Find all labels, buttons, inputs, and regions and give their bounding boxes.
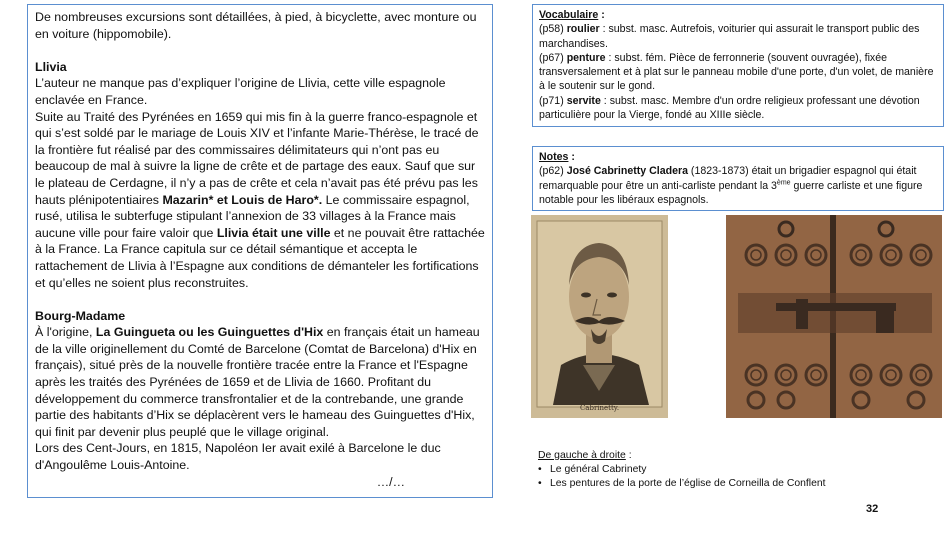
bourg-madame-paragraph-2: Lors des Cent-Jours, en 1815, Napoléon Ier avait exilé à Barcelone le duc d'Angoulême Louis-Antoine. (35, 441, 441, 473)
vocabulary-box (532, 4, 944, 127)
portrait-engraving (531, 215, 668, 418)
vocab-entry-servite: (p71) servite : subst. masc. Membre d'un ordre religieux professant une dévotion particulière pour la Vierge, fondé au XIIIe siècle. (539, 94, 920, 122)
notes-box (532, 146, 944, 211)
portrait-caption: Cabrinetty. (579, 404, 620, 412)
note-cabrinetty: (p62) José Cabrinetty Cladera (1823-1873) était un brigadier espagnol qui était remarquable pour être un anti-carliste pendant la 3ème guerre carliste et une figure notable pour les libéraux espagnols. (539, 165, 923, 206)
credit-item: • Le général Cabrinety (550, 463, 938, 477)
credit-item: • Les pentures de la porte de l’église de Corneilla de Conflent (550, 477, 938, 491)
continued-marker: …/… (376, 474, 405, 489)
image-credits (538, 449, 938, 491)
credits-title: De gauche à droite : (538, 450, 632, 461)
credits-list (538, 463, 938, 491)
llivia-paragraph-2: Suite au Traité des Pyrénées en 1659 qui mis fin à la guerre franco-espagnole et qui s’est soldé par le mariage de Louis XIV et l’infante Marie-Thérèse, le tracé de la frontière fut réalisé par des commissaires délimitateurs qui n’ont pas eu beaucoup de mal à suivre la ligne de crête et de partage des eaux. Sauf que sur le plateau de Cerdagne, il n’y a pas de crête et cela n’avait pas été prévu pas les hauts plénipotentiaires Mazarin* et Louis de Haro*. Le commissaire espagnol, rusé, utilisa le subterfuge stipulant l’annexion de 33 villages à la France mais aucune ville pour faire valoir que Llivia était une ville et ne pouvait être rattachée à la France. La France capitula sur ce détail sémantique et accepta le rattachement de Llivia à l’Espagne aux conditions de démanteler les fortifications et qu’elles ne soient plus reconstruites. (35, 109, 485, 290)
llivia-paragraph-1: L’auteur ne manque pas d’expliquer l’origine de Llivia, cette ville espagnole enclavée en France. (35, 76, 446, 107)
llivia-heading: Llivia (35, 59, 67, 74)
bourg-madame-paragraph: À l'origine, La Guingueta ou les Guinguettes d'Hix en français était un hameau de la ville originellement du Comté de Barcelone (Comtat de Barcelona) d'Hix en français), situé près de la nouvelle frontière tracée entre la France et l'Espagne après les traités des Pyrénées de 1659 et de Llivia de 1660. Profitant du développement du commerce transfrontalier et de la contrebande, une grande partie des habitants d’Hix se déplacèrent vers le hameau des Guinguettes d'Hix, qui finit par devenir plus peuplé que le village original. (35, 325, 480, 439)
portrait-image-cabrinetty (531, 215, 668, 418)
vocab-entry-roulier: (p58) roulier : subst. masc. Autrefois, voiturier qui assurait le transport public des marchandises. (539, 23, 920, 50)
door-hinges-photo (726, 215, 942, 418)
bourg-madame-heading: Bourg-Madame (35, 308, 126, 323)
notes-title: Notes : (539, 151, 575, 163)
vocabulary-title: Vocabulaire : (539, 9, 605, 21)
intro-paragraph: De nombreuses excursions sont détaillées, à pied, à bicyclette, avec monture ou en voiture (hippomobile). (35, 10, 477, 41)
page-number: 32 (866, 503, 879, 515)
vocab-entry-penture: (p67) penture : subst. fém. Pièce de ferronnerie (souvent ouvragée), fixée transversalement et à plat sur le panneau mobile d'une porte, d'un volet, de manière à le soutenir sur le gond. (539, 51, 934, 93)
door-hinges-image (726, 215, 942, 418)
main-text-box (27, 4, 493, 498)
